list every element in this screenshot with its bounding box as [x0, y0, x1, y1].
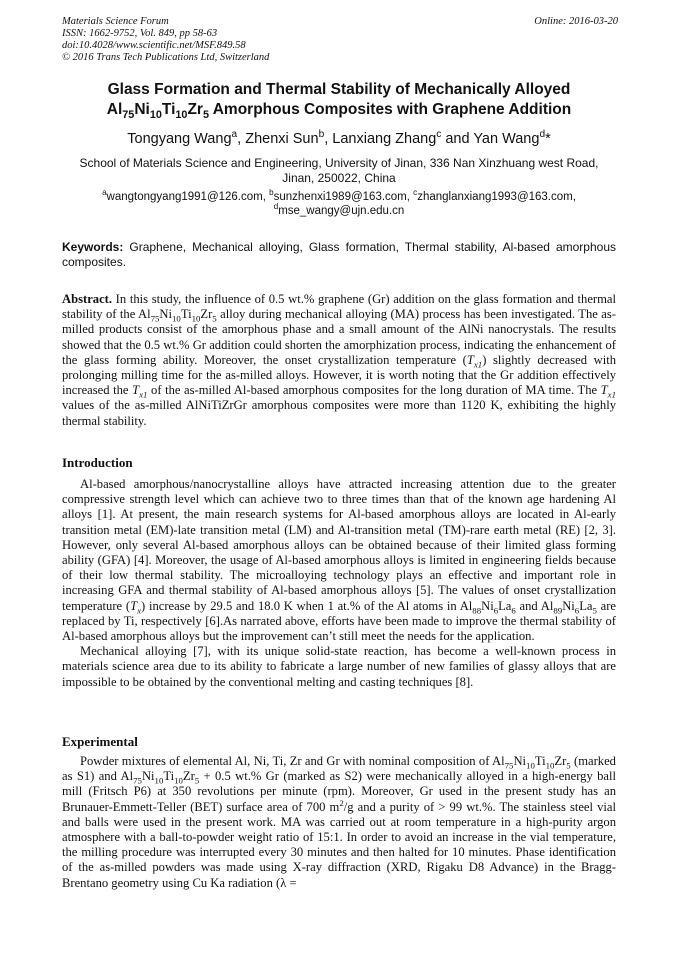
experimental-paragraph	[62, 754, 616, 891]
abstract-paragraph	[62, 292, 616, 429]
text: of the as-milled Al-based amorphous composites for the long duration of MA time. The	[147, 383, 601, 398]
email-sup: b	[269, 188, 274, 198]
symbol: T	[600, 383, 608, 398]
affiliation-line-1: School of Materials Science and Engineering, University of Jinan, 336 Nan Xinzhuang west Road,	[79, 156, 599, 170]
text: + 0.5 wt.% Gr (marked as S2) were mechanically alloyed in a high-energy ball mill (Fritsch P6) at 350 revolutions per minute (rpm). Moreover, Gr used in the present study has an Brunauer-Emmett-Teller (BET) surface area of 700 m	[62, 769, 616, 814]
author-sup: d	[539, 129, 546, 141]
keywords	[62, 240, 616, 270]
email-link[interactable]: mse_wangy@ujn.edu.cn	[278, 205, 405, 217]
text: Ni	[481, 598, 494, 613]
sub: 6	[493, 605, 499, 616]
issn-line: ISSN: 1662-9752, Vol. 849, pp 58-63	[62, 28, 218, 39]
sub: 88	[472, 605, 482, 616]
text: values of the as-milled AlNiTiZrGr amorphous composites were more than 1120 K, exhibiting the highly thermal stability.	[62, 398, 616, 428]
journal-name: Materials Science Forum	[62, 16, 169, 27]
intro-paragraph-1	[62, 477, 616, 644]
text: ) slightly decreased with prolonging milling time for the as-milled alloys. However, it is worth noting that the Gr addition effectively increased the	[62, 352, 616, 398]
paper-title	[62, 80, 616, 120]
text: In this study, the influence of 0.5 wt.% graphene (Gr) addition on the glass formation and thermal stability of the Al	[62, 292, 616, 322]
email-sup: a	[102, 188, 107, 198]
text: ) increase by 29.5 and 18.0 K when 1 at.% of the Al atoms in Al	[141, 598, 473, 613]
email-sup: d	[273, 202, 279, 212]
text: La	[579, 598, 593, 613]
abstract-label: Abstract.	[62, 292, 113, 306]
experimental-section	[62, 754, 616, 891]
title-text: Zr	[187, 101, 203, 118]
email-link[interactable]: sunzhenxi1989@163.com,	[273, 191, 414, 203]
title-sub: 5	[202, 109, 209, 122]
email-link[interactable]: wangtongyang1991@126.com,	[106, 191, 270, 203]
author-sup: a	[231, 129, 238, 141]
email-line-1	[62, 190, 616, 204]
sub: 10	[545, 760, 555, 771]
email-line-2	[62, 204, 616, 218]
sub: 6	[511, 605, 516, 616]
text: /g and a purity of > 99 wt.%. The stainless steel vial and balls were used in the present work. MA was carried out at room temperature in a high-purity argon atmosphere with a ball-to-powder weight ratio of 15:1. In order to avoid an increase in the vial temperature, the milling procedure was interrupted every 30 minutes and then halted for 10 minutes. Phase identification of the as-milled powders was made using X-ray diffraction (XRD, Rigaku D8 Advance) in the Bragg-Brentano geometry using Cu Ka radiation (λ =	[62, 799, 617, 890]
text: alloy during mechanical alloying (MA) process has been investigated. The as-milled products consist of the amorphous phase and a small amount of the AlNi nanocrystals. The results showed that the 0.5 wt.% Gr addition could shorten the amorphization process, indicating the enhancement of the glass forming ability. Moreover, the onset crystallization temperature (	[62, 307, 616, 367]
text: La	[498, 598, 512, 613]
sub: 75	[150, 313, 160, 324]
title-text: Ni	[134, 101, 150, 118]
sub: 10	[174, 775, 183, 786]
sub: 5	[592, 605, 597, 616]
abstract	[62, 292, 616, 429]
text: and Al	[515, 598, 554, 613]
affiliation	[62, 156, 616, 186]
text: Ti	[180, 307, 192, 322]
title-sub: 10	[175, 109, 188, 122]
experimental-heading: Experimental	[62, 734, 138, 749]
author-name: Tongyang Wang	[127, 131, 232, 147]
sub: 10	[154, 775, 164, 786]
text: are replaced by Ti, respectively [6].As narrated above, efforts have been made to improve the thermal stability of Al-based amorphous alloys but the improvement can’t still meet the needs for the application.	[62, 598, 616, 644]
sub: 10	[191, 313, 201, 324]
text: Zr	[182, 769, 195, 784]
text: Ni	[562, 598, 575, 613]
sub: 6	[574, 605, 580, 616]
sub: 5	[194, 775, 200, 786]
title-line-2	[62, 100, 616, 120]
sub: 10	[526, 760, 535, 771]
sub: 5	[566, 760, 571, 771]
symbol: T	[132, 383, 140, 398]
sub: x1	[607, 389, 616, 400]
sub: 75	[504, 760, 514, 771]
intro-paragraph-2: Mechanical alloying [7], with its unique solid-state reaction, has become a well-known process in materials science area due to its ability to fabricate a large number of new families of glassy alloys that are impossible to be obtained by the conventional melting and casting techniques [8].	[62, 644, 616, 689]
text: Al-based amorphous/nanocrystalline alloys have attracted increasing attention due to the greater compressive strength level which can achieve two to three times than that of the known age hardening Al alloys [1]. At present, the main research systems for Al-based amorphous alloys are located in Al-early transition metal (EM)-late transition metal (LM) and Al-transition metal (TM)-rare earth metal (RE) [2, 3]. However, only several Al-based amorphous alloys can be obtained because of their limited glass forming ability (GFA) [4]. Moreover, the usage of Al-based amorphous alloys is limited in engineering fields because of their low thermal stability. The microalloying technology plays an effective and important role in increasing GFA and thermal stability of Al-based amorphous alloys [5]. The values of onset crystallization temperature (	[62, 477, 616, 613]
text: Ni	[141, 769, 155, 784]
text: (marked as S1) and Al	[62, 754, 616, 784]
symbol: T	[466, 352, 474, 367]
keywords-text: Graphene, Mechanical alloying, Glass formation, Thermal stability, Al-based amorphous composites.	[62, 240, 616, 269]
author-emails	[62, 190, 616, 218]
title-sub: 75	[122, 109, 135, 122]
doi-line: doi:10.4028/www.scientific.net/MSF.849.58	[62, 40, 246, 51]
author-name: , Zhenxi Sun	[237, 131, 319, 147]
journal-header	[62, 16, 618, 64]
email-link[interactable]: zhanglanxiang1993@163.com,	[417, 191, 576, 203]
text: Ti	[534, 754, 546, 768]
introduction-section	[62, 477, 616, 690]
introduction-heading: Introduction	[62, 455, 133, 470]
author-sup: b	[318, 129, 325, 141]
sub: 5	[212, 313, 217, 324]
sub: x1	[139, 389, 148, 400]
sub: x	[137, 605, 142, 616]
sub: 89	[553, 605, 563, 616]
symbol: T	[130, 598, 138, 613]
sub: x1	[473, 359, 483, 370]
email-sup: c	[413, 188, 418, 198]
keywords-label: Keywords:	[62, 240, 124, 254]
text: Powder mixtures of elemental Al, Ni, Ti, Zr and Gr with nominal composition of Al	[80, 754, 505, 768]
author-name: , Lanxiang Zhang	[324, 131, 437, 147]
copyright-line: © 2016 Trans Tech Publications Ltd, Switzerland	[62, 52, 270, 63]
text: Zr	[554, 754, 567, 768]
corresponding-star: *	[545, 131, 551, 147]
title-line-1: Glass Formation and Thermal Stability of Mechanically Alloyed	[107, 81, 571, 98]
title-sub: 10	[149, 109, 162, 122]
text: Ni	[159, 307, 173, 322]
text: Ti	[163, 769, 175, 784]
online-date: Online: 2016-03-20	[534, 16, 618, 27]
text: Zr	[200, 307, 213, 322]
title-text: Ti	[161, 101, 176, 118]
affiliation-line-2: Jinan, 250022, China	[282, 171, 396, 185]
sup: 2	[339, 797, 344, 808]
author-list	[62, 130, 616, 148]
title-text: Al	[106, 101, 123, 118]
title-text: Amorphous Composites with Graphene Addition	[208, 101, 572, 118]
text: Ni	[513, 754, 527, 768]
author-name: and Yan Wang	[441, 131, 540, 147]
sub: 75	[133, 775, 142, 786]
author-sup: c	[436, 129, 442, 141]
sub: 10	[172, 313, 181, 324]
